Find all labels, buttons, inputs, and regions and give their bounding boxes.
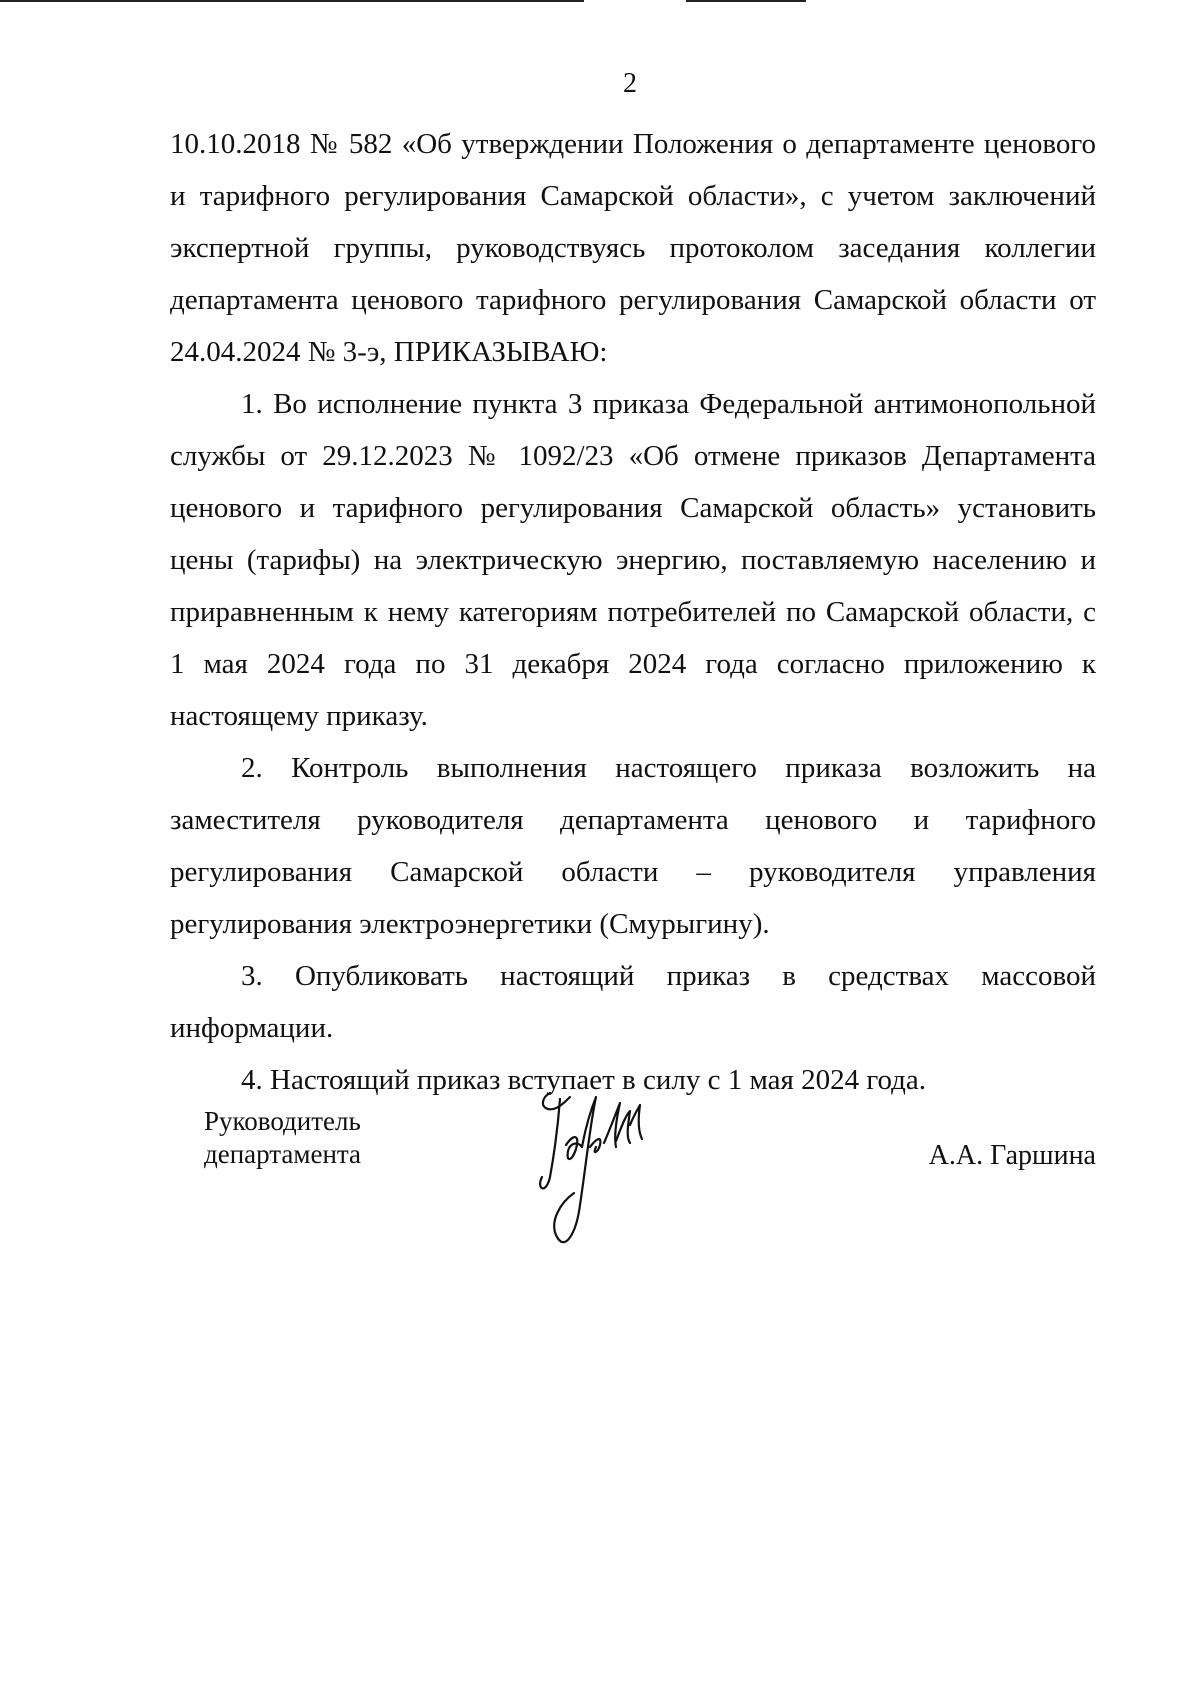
- order-item-4: 4. Настоящий приказ вступает в силу с 1 мая 2024 года.: [241, 1064, 927, 1096]
- document-body: [170, 118, 1096, 1106]
- page-number: 2: [623, 68, 637, 99]
- scan-edge-line: [686, 0, 806, 2]
- handwritten-signature: [530, 1085, 650, 1255]
- signer-title-line-2: департамента: [204, 1139, 362, 1169]
- scan-edge-line: [0, 0, 584, 2]
- signature-block: [0, 1105, 1200, 1265]
- order-item-3: 3. Опубликовать настоящий приказ в средствах массовой информации.: [170, 960, 1096, 1044]
- signer-title: [204, 1105, 361, 1171]
- signer-title-line-1: Руководитель: [204, 1106, 361, 1136]
- preamble-paragraph: 10.10.2018 № 582 «Об утверждении Положения о департаменте ценового и тарифного регулирования Самарской области», с учетом заключений экспертной группы, руководствуясь протоколом заседания коллегии департамента ценового тарифного регулирования Самарской области от 24.04.2024 № 3-э, ПРИКАЗЫВАЮ:: [170, 128, 1096, 368]
- signer-name: А.А. Гаршина: [928, 1140, 1096, 1171]
- order-item-2: 2. Контроль выполнения настоящего приказа возложить на заместителя руководителя департамента ценового и тарифного регулирования Самарской области – руководителя управления регулирования электроэнергетики (Смурыгину).: [170, 752, 1096, 940]
- order-item-1: 1. Во исполнение пункта 3 приказа Федеральной антимонопольной службы от 29.12.2023 № 1092/23 «Об отмене приказов Департамента ценового и тарифного регулирования Самарской область» установить цены (тарифы) на электрическую энергию, поставляемую населению и приравненным к нему категориям потребителей по Самарской области, с 1 мая 2024 года по 31 декабря 2024 года согласно приложению к настоящему приказу.: [170, 388, 1096, 732]
